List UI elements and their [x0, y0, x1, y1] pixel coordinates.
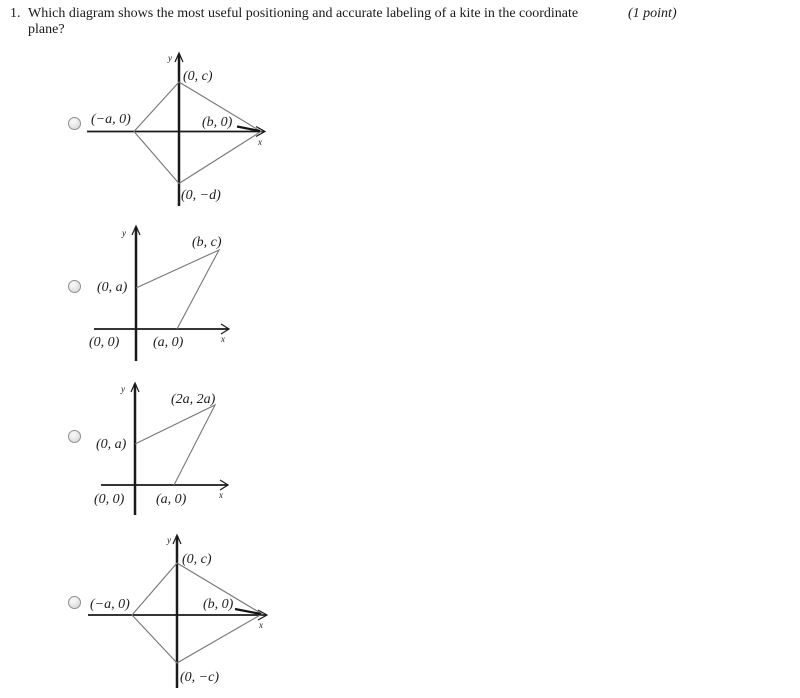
diagram-option-b	[88, 222, 234, 364]
radio-option-c[interactable]	[68, 430, 81, 443]
radio-option-b[interactable]	[68, 280, 81, 293]
kite-outline	[136, 250, 219, 329]
y-axis-label: y	[168, 53, 172, 63]
kite-outline	[132, 563, 262, 663]
vertex-label-left: (−a, 0)	[91, 112, 131, 127]
x-axis-label: x	[221, 334, 225, 344]
vertex-label-apex: (b, c)	[192, 235, 222, 250]
x-axis-label: x	[259, 620, 263, 630]
y-axis-label: y	[167, 535, 171, 545]
kite-outline	[134, 82, 261, 184]
vertex-label-top: (0, c)	[183, 69, 213, 84]
points-label: (1 point)	[628, 6, 677, 21]
vertex-label-left: (−a, 0)	[90, 597, 130, 612]
y-axis-label: y	[122, 228, 126, 238]
kite-outline	[135, 405, 215, 485]
diagram-option-c	[88, 380, 232, 520]
y-axis-label: y	[121, 384, 125, 394]
vertex-label-yaxis: (0, a)	[96, 437, 127, 452]
vertex-label-origin: (0, 0)	[89, 335, 120, 350]
question	[10, 6, 580, 38]
vertex-label-apex: (2a, 2a)	[171, 392, 216, 407]
vertex-label-origin: (0, 0)	[94, 492, 125, 507]
vertex-label-yaxis: (0, a)	[97, 280, 128, 295]
radio-option-d[interactable]	[68, 596, 81, 609]
diagram-option-a	[80, 48, 272, 210]
vertex-label-xaxis: (a, 0)	[156, 492, 187, 507]
vertex-label-bottom: (0, −c)	[180, 670, 219, 685]
x-axis-label: x	[258, 137, 262, 147]
x-axis-label: x	[219, 490, 223, 500]
vertex-label-bottom: (0, −d)	[181, 188, 221, 203]
question-number: 1.	[10, 6, 21, 21]
vertex-label-xaxis: (a, 0)	[153, 335, 184, 350]
question-text: Which diagram shows the most useful positioning and accurate labeling of a kite in the coordinate plane?	[28, 6, 579, 37]
vertex-label-right: (b, 0)	[202, 115, 233, 130]
vertex-label-top: (0, c)	[182, 552, 212, 567]
vertex-label-right: (b, 0)	[203, 597, 234, 612]
diagram-option-d	[82, 530, 272, 695]
